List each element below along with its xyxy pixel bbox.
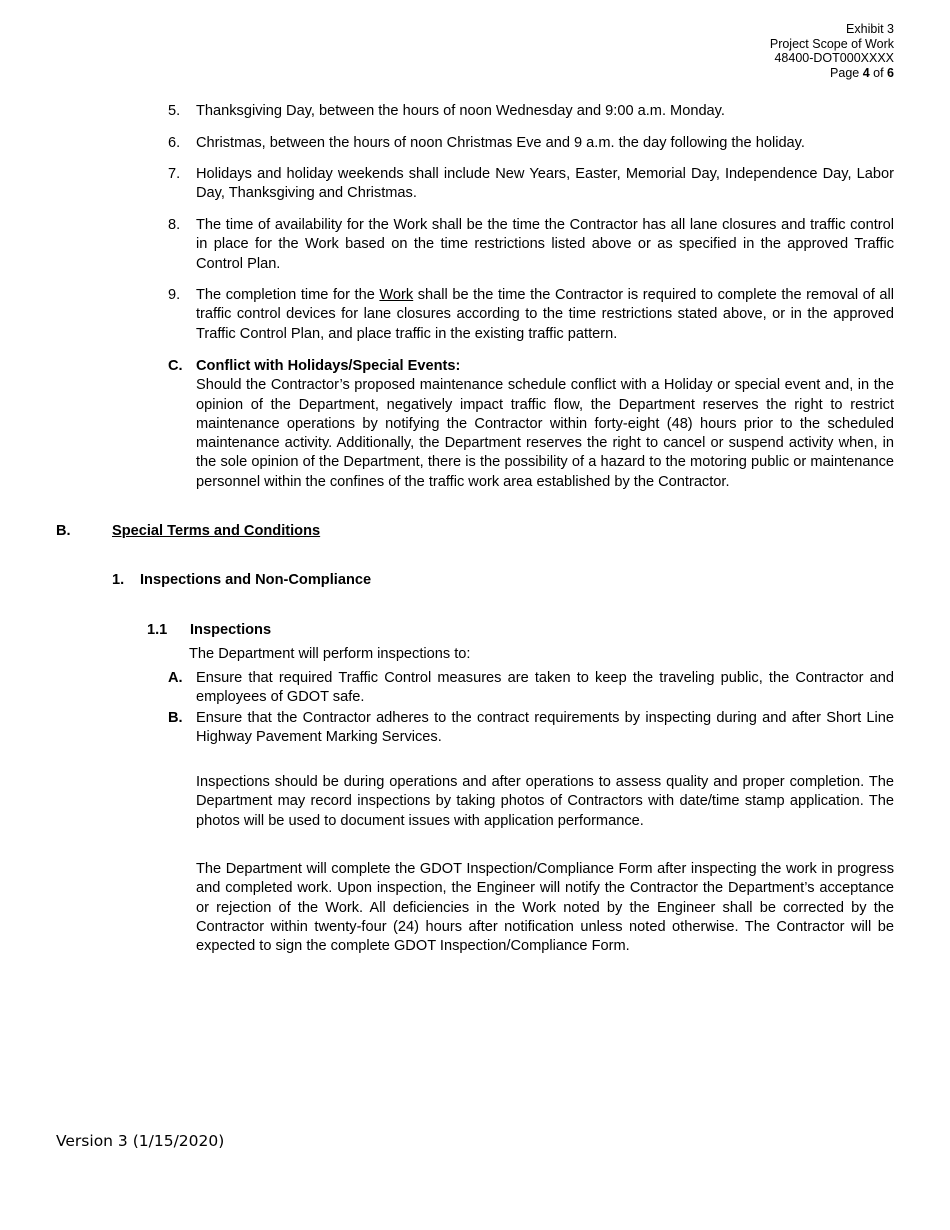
subsection-1-1-title: Inspections [190,622,272,638]
conflict-heading: Conflict with Holidays/Special Events: [196,358,461,374]
page-header [770,22,894,80]
inspection-item-b: B. Ensure that the Contractor adheres to the contract requirements by inspecting during and after Short Line Highway Pavement Marking Services. [168,710,894,746]
section-b-label: B. [56,523,71,539]
conflict-section [168,357,894,492]
inspections-paragraph-1: Inspections should be during operations and after operations to assess quality and proper completion. The Department may record inspections by taking photos of Contractors with date/time stamp application. The photos will be used to document issues with application performance. [196,774,894,829]
conflict-body: Should the Contractor’s proposed maintenance schedule conflict with a Holiday or special event and, in the opinion of the Department, negatively impact traffic flow, the Department reserves the right to restrict maintenance operations by notifying the Contractor within forty-eight (48) hours prior to the scheduled maintenance activity. Additionally, the Department reserves the right to cancel or suspend activity when, in the sole opinion of the Department, there is the possibility of a hazard to the motoring public or maintenance personnel within the confines of the traffic work area established by the Contractor. [196,377,894,490]
conflict-label: C. [168,358,183,374]
work-term: Work [379,287,414,303]
inspections-intro: The Department will perform inspections to: [189,646,471,662]
section-b-title: Special Terms and Conditions [112,523,321,539]
subsection-1-title: Inspections and Non-Compliance [140,572,372,588]
document-title: Project Scope of Work [769,36,894,51]
list-item-9: 9. The completion time for the Work shall be the time the Contractor is required to complete the removal of all traffic control devices for lane closures according to the time restrictions stated above, or in the approved Traffic Control Plan, and place traffic in the existing traffic pattern. [168,287,894,342]
inspections-paragraph-2: The Department will complete the GDOT Inspection/Compliance Form after inspecting the work in progress and completed work. Upon inspection, the Engineer will notify the Contractor the Department’s acceptance or rejection of the Work. All deficiencies in the Work noted by the Engineer shall be corrected by the Contractor within twenty-four (24) hours after notification unless noted otherwise. The Contractor will be expected to sign the complete GDOT Inspection/Compliance Form. [196,861,894,955]
inspection-item-a: A. Ensure that required Traffic Control measures are taken to keep the traveling public, the Contractor and employees of GDOT safe. [168,670,894,706]
page-number: Page 4 of 6 [830,65,894,80]
list-item-7: 7. Holidays and holiday weekends shall include New Years, Easter, Memorial Day, Independence Day, Labor Day, Thanksgiving and Christmas. [168,166,894,202]
contract-number: 48400-DOT000XXXX [774,51,894,65]
subsection-1-label: 1. [112,572,125,588]
list-item-6: 6. Christmas, between the hours of noon Christmas Eve and 9 a.m. the day following the holiday. [168,135,805,151]
version-footer: Version 3 (1/15/2020) [56,1132,225,1150]
list-item-5: 5. Thanksgiving Day, between the hours of noon Wednesday and 9:00 a.m. Monday. [168,103,725,119]
subsection-1-1-label: 1.1 [147,622,168,638]
list-item-8: 8. The time of availability for the Work shall be the time the Contractor has all lane closures and traffic control in place for the Work based on the time restrictions listed above or as specified in the approved Traffic Control Plan. [168,217,894,272]
exhibit-label: Exhibit 3 [846,22,894,36]
